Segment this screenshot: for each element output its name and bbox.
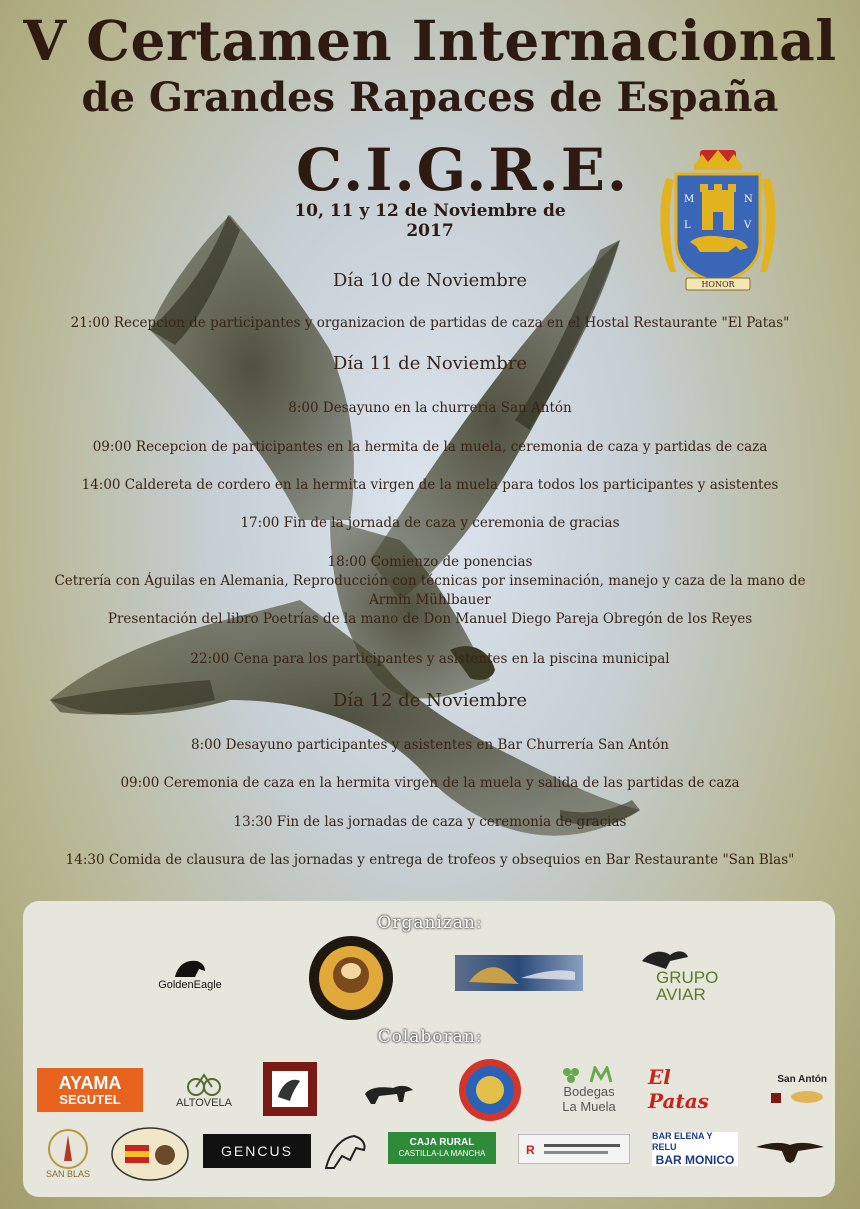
eagle-head-icon: [173, 957, 207, 979]
day-12-event: 14:30 Comida de clausura de las jornadas y entrega de trofeos y obsequios en Bar Restaurante "San Blas": [65, 852, 795, 868]
falconer-icon: [640, 947, 690, 969]
golden-eagle-label: GoldenEagle: [158, 979, 222, 991]
churros-icon: [767, 1085, 827, 1105]
el-patas-logo: [648, 1066, 736, 1112]
altovela-label: ALTOVELA: [176, 1097, 232, 1109]
club-seal-logo: [308, 935, 394, 1021]
bodegas-label: Bodegas: [563, 1084, 615, 1099]
ayama-segutel-logo: [37, 1068, 143, 1112]
eagle-sketch-logo: [317, 1128, 373, 1174]
san-blas-label: SAN BLAS: [45, 1169, 91, 1179]
bodegas-la-muela-logo: [552, 1060, 626, 1120]
day-12-event: 13:30 Fin de las jornadas de caza y ceremonia de gracias: [233, 814, 627, 830]
day-11-heading: Día 11 de Noviembre: [332, 353, 528, 374]
day-11-event: Armin Mühlbauer: [369, 592, 491, 608]
day-11-event: 17:00 Fin de la jornada de caza y ceremonia de gracias: [240, 515, 620, 531]
greyhound-logo: [354, 1064, 424, 1116]
organizers-heading: Organizan:: [377, 913, 483, 933]
crest-letter-m: M: [684, 194, 695, 205]
castilla-la-mancha-label: CASTILLA-LA MANCHA: [398, 1149, 486, 1158]
altovela-logo: [168, 1064, 240, 1114]
caja-rural-logo: [388, 1132, 496, 1164]
grupo-aviar-logo: [640, 944, 730, 1006]
crest-letter-v: V: [744, 220, 752, 231]
san-anton-label: San Antón: [777, 1073, 827, 1085]
crest-letter-n: N: [744, 194, 753, 205]
crest-motto: HONOR: [701, 280, 735, 289]
day-12-heading: Día 12 de Noviembre: [332, 690, 528, 711]
event-subtitle: de Grandes Rapaces de España: [81, 74, 779, 121]
caja-rural-label: CAJA RURAL: [409, 1137, 475, 1148]
segutel-label: SEGUTEL: [59, 1091, 121, 1107]
san-blas-logo: [40, 1124, 96, 1184]
day-11-event: 14:00 Caldereta de cordero en la hermita virgen de la muela para todos los participantes y asistentes: [81, 477, 779, 493]
ayama-label: AYAMA: [58, 1072, 122, 1093]
day-11-event: 18:00 Comienzo de ponencias: [327, 554, 533, 570]
day-12-event: 09:00 Ceremonia de caza en la hermita virgen de la muela y salida de las partidas de caza: [120, 775, 740, 791]
event-title: V Certamen Internacional: [23, 8, 837, 73]
event-dates: 10, 11 y 12 de Noviembre de 2017: [294, 201, 566, 241]
day-11-event: 09:00 Recepcion de participantes en la hermita de la muela, ceremonia de caza y partidas de caza: [92, 439, 768, 455]
grapes-icon: [559, 1066, 619, 1084]
day-11-event: Presentación del libro Poetrías de la mano de Don Manuel Diego Pareja Obregón de los Reyes: [107, 611, 753, 627]
day-11-event: 8:00 Desayuno en la churreria San Antón: [288, 400, 572, 416]
day-10-heading: Día 10 de Noviembre: [332, 270, 528, 291]
day-12-event: 8:00 Desayuno participantes y asistentes en Bar Churrería San Antón: [191, 737, 669, 753]
gencus-logo: [203, 1134, 311, 1168]
day-11-event: 22:00 Cena para los participantes y asistentes en la piscina municipal: [190, 651, 670, 667]
day-10-event: 21:00 Recepcion de participantes y organizacion de partidas de caza en el Hostal Restaurante "El Patas": [70, 315, 790, 331]
collaborators-heading: Colaboran:: [377, 1027, 483, 1047]
eagle-photo-logo: [455, 955, 583, 991]
day-11-event: Cetrería con Águilas en Alemania, Reproducción con técnicas por inseminación, manejo y caza de la mano de: [54, 573, 806, 589]
spanish-flag-seal-logo: [110, 1126, 190, 1182]
round-seal-logo: [458, 1058, 522, 1122]
el-patas-label: El Patas: [648, 1065, 709, 1113]
event-acronym: C.I.G.R.E.: [296, 136, 630, 204]
bar-elena-relu-logo: [652, 1132, 738, 1166]
svg-text:R: R: [526, 1143, 535, 1157]
la-muela-label: La Muela: [562, 1099, 616, 1114]
golden-eagle-logo: [150, 945, 230, 1003]
falcon-crest-logo: [263, 1062, 317, 1116]
recreativos-logo: [518, 1134, 630, 1164]
san-anton-logo: [755, 1066, 827, 1112]
bar-monico-label: BAR MONICO: [655, 1153, 735, 1167]
raptor-silhouette-logo: [752, 1130, 828, 1170]
bar-elena-label: BAR ELENA Y RELU: [652, 1131, 713, 1152]
grupo-aviar-label-2: AVIAR: [656, 985, 706, 1004]
crest-letter-l: L: [684, 220, 691, 231]
bicycle-icon: [186, 1069, 222, 1097]
gencus-label: GENCUS: [221, 1143, 293, 1159]
grupo-aviar-label-1: GRUPO: [656, 968, 719, 987]
